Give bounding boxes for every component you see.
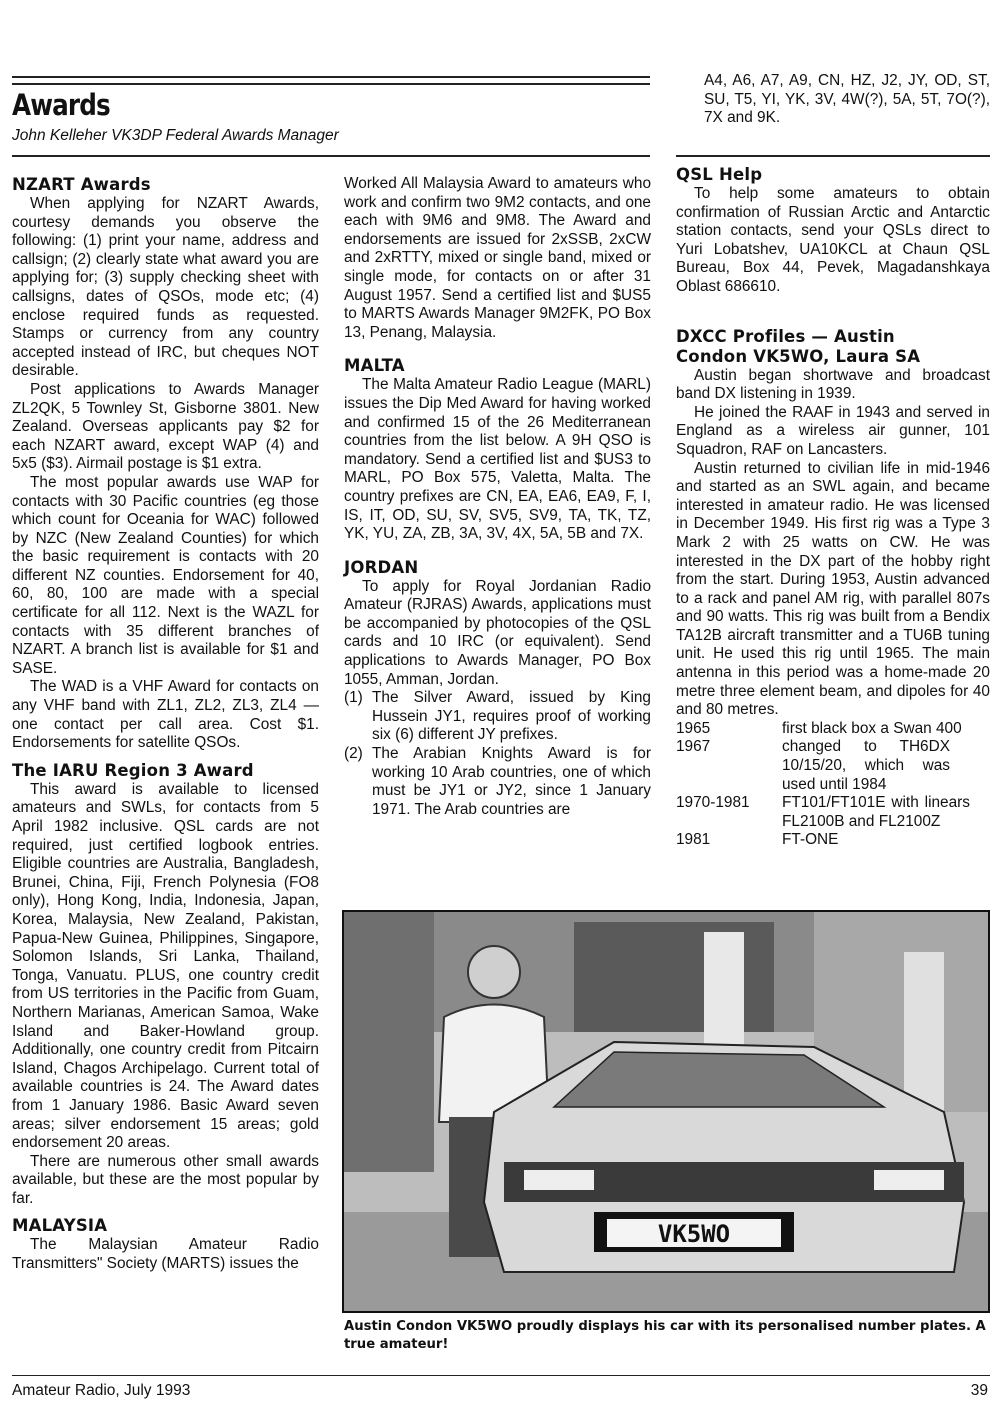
photo-austin-car xyxy=(342,910,990,1313)
paragraph: Austin returned to civilian life in mid-1946 and started as an SWL again, and became interested in amateur radio. He was licensed in December 1949. His first rig was a Type 3 Mark 2 with 25 watts on CW. He was interested in the DX part of the hobby right from the start. During 1953, Austin advanced to a rack and panel AM rig, with parallel 807s and 90 watts. This rig was built from a Bendix TA12B aircraft transmitter and a TU6B tuning unit. He used this rig until 1965. The main antenna in this period was a home-made 20 metre three element beam, and dipoles for 40 and 80 metres. xyxy=(676,459,990,719)
footer-rule xyxy=(12,1375,990,1376)
column-3 xyxy=(676,72,990,128)
paragraph: The Malta Amateur Radio League (MARL) issues the Dip Med Award for having worked and confirmed 15 of the 26 Mediterranean countries from the list below. A 9H QSO is mandatory. Send a certified list and $US3 to MARL, PO Box 575, Valetta, Malta. The country prefixes are CN, EA, EA6, EA9, F, I, IS, IT, OD, SU, SV, SV5, SV9, TA, TK, TZ, YK, YU, ZA, ZB, 3A, 3V, 4X, 5A, 5B and 7X. xyxy=(344,376,651,543)
header-bottom-rule xyxy=(12,155,650,157)
photo-caption: Austin Condon VK5WO proudly displays his car with its personalised number plates. A true amateur! xyxy=(344,1319,986,1352)
paragraph: Post applications to Awards Manager ZL2QK, 5 Townley St, Gisborne 3801. New Zealand. Overseas applicants pay $2 for each NZART award, except WAP (4) and 5x5 ($3). Airmail postage is $1 extra. xyxy=(12,380,319,473)
column-3-lower xyxy=(676,165,990,850)
paragraph: This award is available to licensed amateurs and SWLs, for contacts from 5 April 1982 inclusive. QSL cards are not required, just certified logbook entries. Eligible countries are Australia, Bangladesh, Brunei, China, Fiji, French Polynesia (FO8 only), Hong Kong, India, Indonesia, Japan, Korea, Malaysia, New Zealand, Pakistan, Papua-New Guinea, Philippines, Singapore, Solomon Islands, Sri Lanka, Thailand, Tonga, Vanuatu. PLUS, one country credit from US territories in the Pacific from Guam, Northern Marianas, American Samoa, Wake Island and Baker-Howland group. Additionally, one country credit from Pitcairn Island, Chagos Archipelago. Current total of available countries is 24. The Award dates from 1 January 1986. Basic Award seven areas; silver endorsement 15 areas; gold endorsement 20 areas. xyxy=(12,780,319,1152)
list-text: The Arabian Knights Award is for working 10 Arab countries, one of which must be JY1 or JY2, since 1 January 1971. The Arab countries are xyxy=(372,745,651,818)
rig-desc: FT101/FT101E with linears FL2100B and FL2100Z xyxy=(782,794,970,830)
heading-line: Condon VK5WO, Laura SA xyxy=(676,346,921,366)
section-heading-qsl: QSL Help xyxy=(676,165,763,184)
section-heading-malaysia: MALAYSIA xyxy=(12,1216,108,1236)
section-heading-malta: MALTA xyxy=(344,356,405,376)
footer-page-number: 39 xyxy=(970,1382,988,1399)
rig-desc: changed to TH6DX 10/15/20, which was used until 1984 xyxy=(782,738,950,793)
list-item xyxy=(344,689,651,745)
footer-publication: Amateur Radio, July 1993 xyxy=(12,1382,191,1399)
paragraph: Worked All Malaysia Award to amateurs who work and confirm two 9M2 contacts, and one each with 9M6 and 9M8. The Award and endorsements are issued for 2xSSB, 2xCW and 2xRTTY, mixed or single band, mixed or single mode, for contacts on or after 31 August 1957. Send a certified list and $US5 to MARTS Awards Manager 9M2FK, PO Box 13, Penang, Malaysia. xyxy=(344,175,651,341)
column-1 xyxy=(12,175,319,1274)
table-row xyxy=(676,720,990,739)
number-plate-text: VK5WO xyxy=(657,1220,731,1248)
byline: John Kelleher VK3DP Federal Awards Manager xyxy=(12,127,339,144)
section-heading-jordan: JORDAN xyxy=(344,557,419,577)
paragraph: Austin began shortwave and broadcast band DX listening in 1939. xyxy=(676,366,990,403)
table-row xyxy=(676,738,990,794)
rig-history-table xyxy=(676,720,990,850)
list-number: (1) xyxy=(344,689,363,707)
paragraph: To apply for Royal Jordanian Radio Amateur (RJRAS) Awards, applications must be accompanied by photocopies of the QSL cards and 10 IRC (or equivalent). Send applications to Awards Manager, PO Box 1055, Amman, Jordan. xyxy=(344,577,651,688)
paragraph: He joined the RAAF in 1943 and served in England as a wireless air gunner, 101 Squadron, RAF on Lancasters. xyxy=(676,403,990,458)
rig-year: 1981 xyxy=(676,831,711,849)
heading-line: DXCC Profiles — Austin xyxy=(676,326,895,346)
list-item xyxy=(344,745,651,819)
rig-desc: first black box a Swan 400 xyxy=(782,719,962,737)
paragraph: A4, A6, A7, A9, CN, HZ, J2, JY, OD, ST, SU, T5, YI, YK, 3V, 4W(?), 5A, 5T, 7O(?), 7X and 9K. xyxy=(704,72,990,127)
table-row xyxy=(676,831,990,850)
jordan-award-list xyxy=(344,689,651,819)
rig-desc: FT-ONE xyxy=(782,831,839,849)
col3-top-rule xyxy=(676,155,990,157)
column-2 xyxy=(344,175,651,819)
list-text: The Silver Award, issued by King Hussein JY1, requires proof of working six (6) different JY prefixes. xyxy=(372,689,651,744)
paragraph: The most popular awards use WAP for contacts with 30 Pacific countries (eg those which count for Oceania for WAC) followed by NZC (New Zealand Counties) for which the basic requirement is contacts with 20 different NZ counties. Endorsement for 40, 60, 80, 100 are made with a special certificate for all 112. Next is the WAZL for contacts with 35 different branches of NZART. A branch list is available for $1 and SASE. xyxy=(12,473,319,677)
paragraph: The WAD is a VHF Award for contacts on any VHF band with ZL1, ZL2, ZL3, ZL4 — one contact per call area. Cost $1. Endorsements for satellite QSOs. xyxy=(12,678,319,752)
table-row xyxy=(676,794,990,831)
photo-illustration xyxy=(344,912,988,1311)
list-number: (2) xyxy=(344,745,363,763)
rig-year: 1965 xyxy=(676,719,711,737)
section-heading-dxcc xyxy=(676,327,990,367)
section-heading-nzart: NZART Awards xyxy=(12,175,151,194)
rig-year: 1967 xyxy=(676,738,711,756)
section-heading-iaru: The IARU Region 3 Award xyxy=(12,760,254,780)
page-title: Awards xyxy=(12,88,110,122)
paragraph: To help some amateurs to obtain confirmation of Russian Arctic and Antarctic station contacts, send your QSLs direct to Yuri Lobatshev, UA10KCL at Chaun QSL Bureau, Box 44, Pevek, Magadanshkaya Oblast 686610. xyxy=(676,185,990,295)
rig-year: 1970-1981 xyxy=(676,794,750,812)
header-rule xyxy=(12,76,650,85)
paragraph: The Malaysian Amateur Radio Transmitters" Society (MARTS) issues the xyxy=(12,1236,319,1273)
paragraph: When applying for NZART Awards, courtesy demands you observe the following: (1) print your name, address and callsign; (2) clearly state what award you are applying for; (3) supply checking sheet with callsigns, dates of QSOs, mode etc; (4) enclose required funds as requested. Stamps or currency from any country accepted instead of IRC, but cheques NOT desirable. xyxy=(12,195,319,380)
paragraph: There are numerous other small awards available, but these are the most popular by far. xyxy=(12,1152,319,1207)
